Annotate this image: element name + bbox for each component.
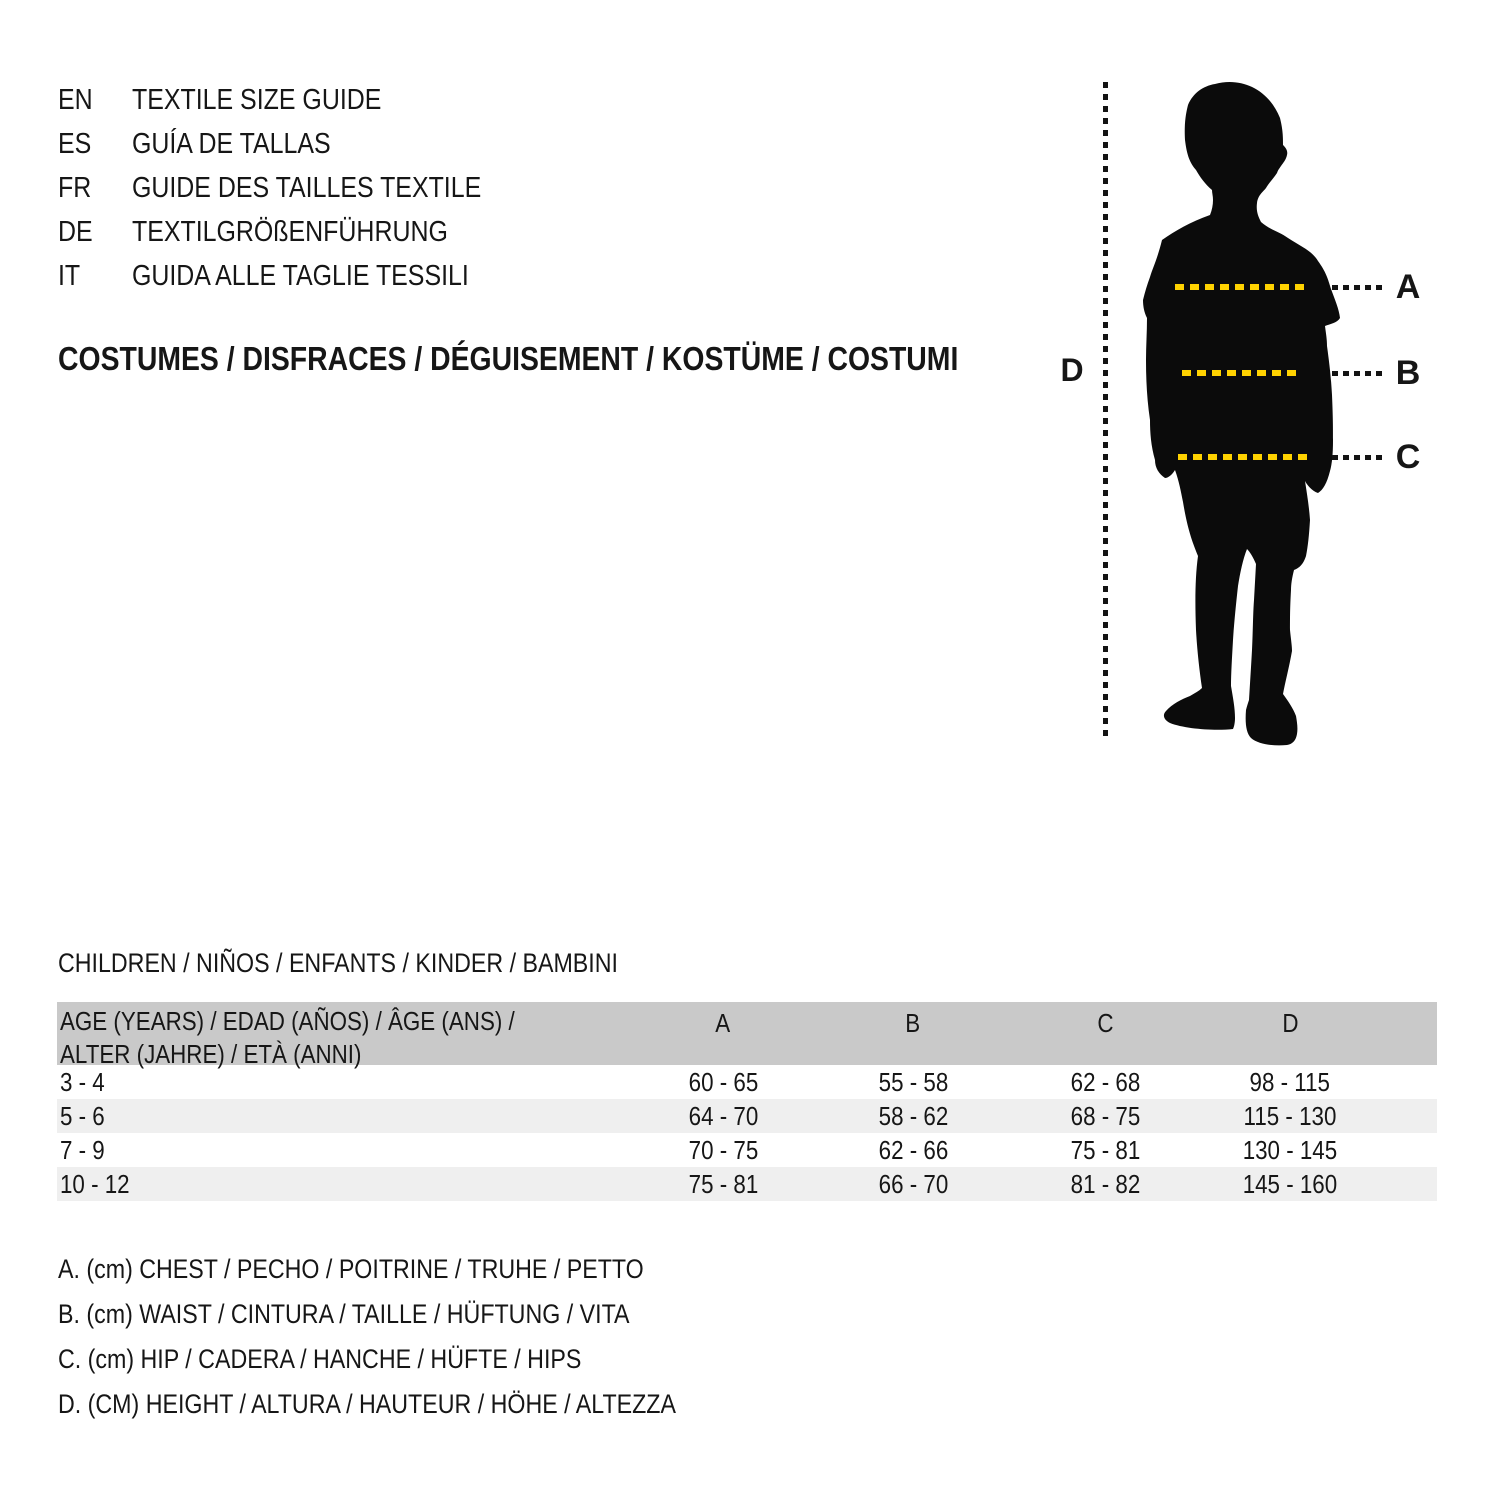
hip-value-cell: 75 - 81: [1070, 1134, 1140, 1165]
height-value-cell: 130 - 145: [1242, 1134, 1338, 1165]
measurement-legend: [58, 1247, 777, 1427]
legend-line-hip: C. (cm) HIP / CADERA / HANCHE / HÜFTE / HIPS: [58, 1344, 582, 1374]
language-row-en: [58, 78, 550, 122]
language-row-es: [58, 122, 550, 166]
age-cell: 7 - 9: [60, 1134, 105, 1165]
chest-value-cell: 64 - 70: [688, 1100, 758, 1131]
language-label: GUIDA ALLE TAGLIE TESSILI: [131, 259, 469, 292]
age-cell: 10 - 12: [60, 1168, 130, 1199]
hip-value-cell: 68 - 75: [1070, 1100, 1140, 1131]
table-row-age-7-9: [57, 1133, 1437, 1167]
figure-label-chest: A: [1395, 268, 1421, 306]
table-row-age-5-6: [57, 1099, 1437, 1133]
hip-value-cell: 81 - 82: [1070, 1168, 1140, 1199]
hip-connector-line: [1332, 455, 1384, 460]
chest-value-cell: 70 - 75: [688, 1134, 758, 1165]
chest-connector-line: [1332, 285, 1384, 290]
age-header-line2: ALTER (JAHRE) / ETÀ (ANNI): [60, 1039, 362, 1069]
language-code: DE: [58, 215, 93, 248]
age-column-header: [57, 1002, 630, 1071]
hip-measure-line: [1178, 454, 1308, 460]
language-label: GUIDE DES TAILLES TEXTILE: [131, 171, 482, 204]
waist-value-cell: 55 - 58: [878, 1066, 948, 1097]
language-code: ES: [58, 127, 92, 160]
waist-value-cell: 62 - 66: [878, 1134, 948, 1165]
legend-line-waist: B. (cm) WAIST / CINTURA / TAILLE / HÜFTUNG / VITA: [58, 1299, 630, 1329]
waist-connector-line: [1332, 371, 1384, 376]
waist-measure-line: [1182, 370, 1300, 376]
figure-label-height: D: [1060, 352, 1084, 388]
section-title-children: CHILDREN / NIÑOS / ENFANTS / KINDER / BAMBINI: [58, 948, 618, 978]
column-header-c: C: [1096, 1008, 1114, 1038]
column-header-a: A: [715, 1008, 731, 1038]
height-value-cell: 98 - 115: [1249, 1066, 1331, 1097]
language-code: EN: [58, 83, 93, 116]
language-code: IT: [58, 259, 81, 292]
table-row-age-10-12: [57, 1167, 1437, 1201]
child-silhouette: [1130, 78, 1355, 750]
chest-value-cell: 75 - 81: [688, 1168, 758, 1199]
height-dashed-line: [1103, 82, 1108, 740]
language-row-de: [58, 210, 550, 254]
legend-line-height: D. (CM) HEIGHT / ALTURA / HAUTEUR / HÖHE / ALTEZZA: [58, 1389, 676, 1419]
height-value-cell: 145 - 160: [1242, 1168, 1338, 1199]
legend-line-chest: A. (cm) CHEST / PECHO / POITRINE / TRUHE / PETTO: [58, 1254, 644, 1284]
age-header-line1: AGE (YEARS) / EDAD (AÑOS) / ÂGE (ANS) /: [60, 1006, 515, 1036]
language-row-fr: [58, 166, 550, 210]
size-table: [57, 1002, 1437, 1201]
age-cell: 3 - 4: [60, 1066, 105, 1097]
hip-value-cell: 62 - 68: [1070, 1066, 1140, 1097]
chest-measure-line: [1175, 284, 1307, 290]
waist-value-cell: 58 - 62: [878, 1100, 948, 1131]
figure-label-waist: B: [1395, 354, 1421, 392]
language-label: TEXTILE SIZE GUIDE: [131, 83, 382, 116]
category-title: COSTUMES / DISFRACES / DÉGUISEMENT / KOSTÜME / COSTUMI: [58, 340, 959, 377]
language-label: GUÍA DE TALLAS: [131, 127, 331, 160]
language-label: TEXTILGRÖßENFÜHRUNG: [131, 215, 448, 248]
language-title-list: [58, 78, 550, 298]
waist-value-cell: 66 - 70: [878, 1168, 948, 1199]
column-header-d: D: [1281, 1008, 1299, 1038]
language-row-it: [58, 254, 550, 298]
chest-value-cell: 60 - 65: [688, 1066, 758, 1097]
column-header-b: B: [905, 1008, 921, 1038]
figure-label-hip: C: [1395, 438, 1421, 476]
age-cell: 5 - 6: [60, 1100, 105, 1131]
language-code: FR: [58, 171, 92, 204]
table-header-row: [57, 1002, 1437, 1069]
height-value-cell: 115 - 130: [1243, 1100, 1337, 1131]
